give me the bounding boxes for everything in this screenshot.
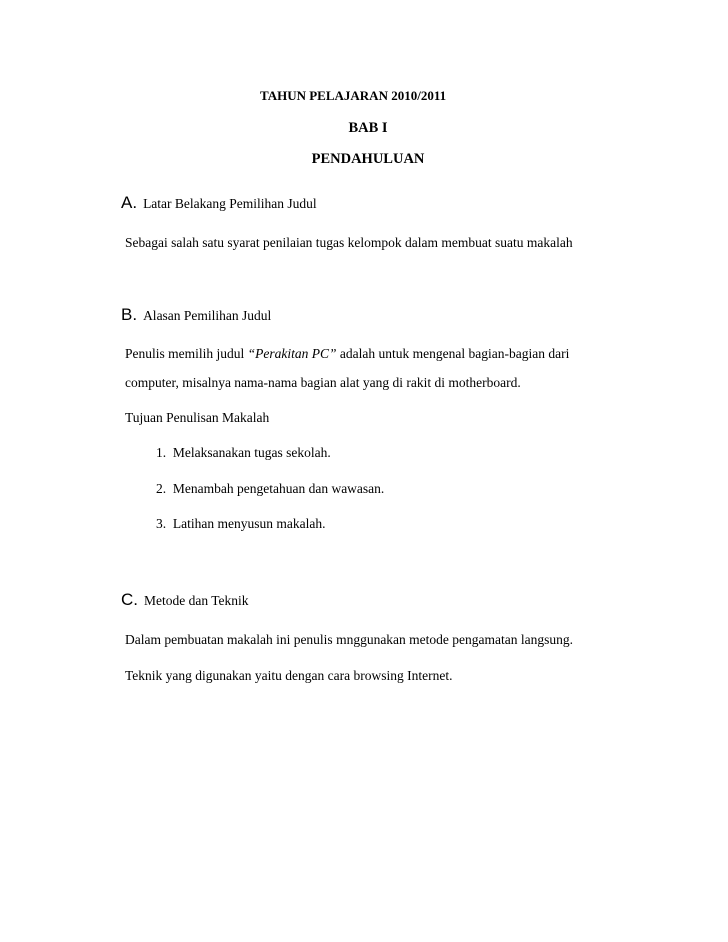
section-c-heading — [121, 592, 249, 609]
list-item — [156, 481, 384, 497]
section-b-title: Alasan Pemilihan Judul — [143, 308, 272, 323]
section-b-line1-post: adalah untuk mengenal bagian-bagian dari — [336, 346, 570, 361]
section-c-letter: C. — [121, 590, 138, 609]
section-c-paragraph-1: Dalam pembuatan makalah ini penulis mnggunakan metode pengamatan langsung. — [125, 632, 573, 647]
objectives-subheading: Tujuan Penulisan Makalah — [125, 410, 270, 425]
section-b-line1-title-italic: “Perakitan PC” — [247, 346, 337, 361]
list-item-number: 2. — [156, 481, 167, 496]
section-a-title: Latar Belakang Pemilihan Judul — [143, 196, 317, 211]
list-item-text: Melaksanakan tugas sekolah. — [172, 445, 331, 460]
academic-year-line: TAHUN PELAJARAN 2010/2011 — [260, 88, 447, 103]
section-c-paragraph-2: Teknik yang digunakan yaitu dengan cara browsing Internet. — [125, 668, 453, 683]
section-c-title: Metode dan Teknik — [144, 593, 249, 608]
list-item-number: 1. — [156, 445, 167, 460]
list-item — [156, 445, 331, 461]
section-b-heading — [121, 307, 271, 324]
list-item — [156, 516, 325, 532]
section-a-body: Sebagai salah satu syarat penilaian tugas kelompok dalam membuat suatu makalah — [125, 235, 573, 250]
list-item-text: Menambah pengetahuan dan wawasan. — [172, 481, 385, 496]
section-b-letter: B. — [121, 305, 138, 324]
section-b-paragraph-line-1 — [125, 346, 569, 362]
list-item-text: Latihan menyusun makalah. — [172, 516, 326, 531]
chapter-number: BAB I — [348, 120, 388, 136]
section-b-line1-pre: Penulis memilih judul — [125, 346, 248, 361]
section-b-paragraph-line-2: computer, misalnya nama-nama bagian alat yang di rakit di motherboard. — [125, 375, 521, 390]
chapter-title: PENDAHULUAN — [311, 151, 425, 167]
section-a-letter: A. — [121, 193, 138, 212]
section-a-heading — [121, 195, 317, 212]
list-item-number: 3. — [156, 516, 167, 531]
